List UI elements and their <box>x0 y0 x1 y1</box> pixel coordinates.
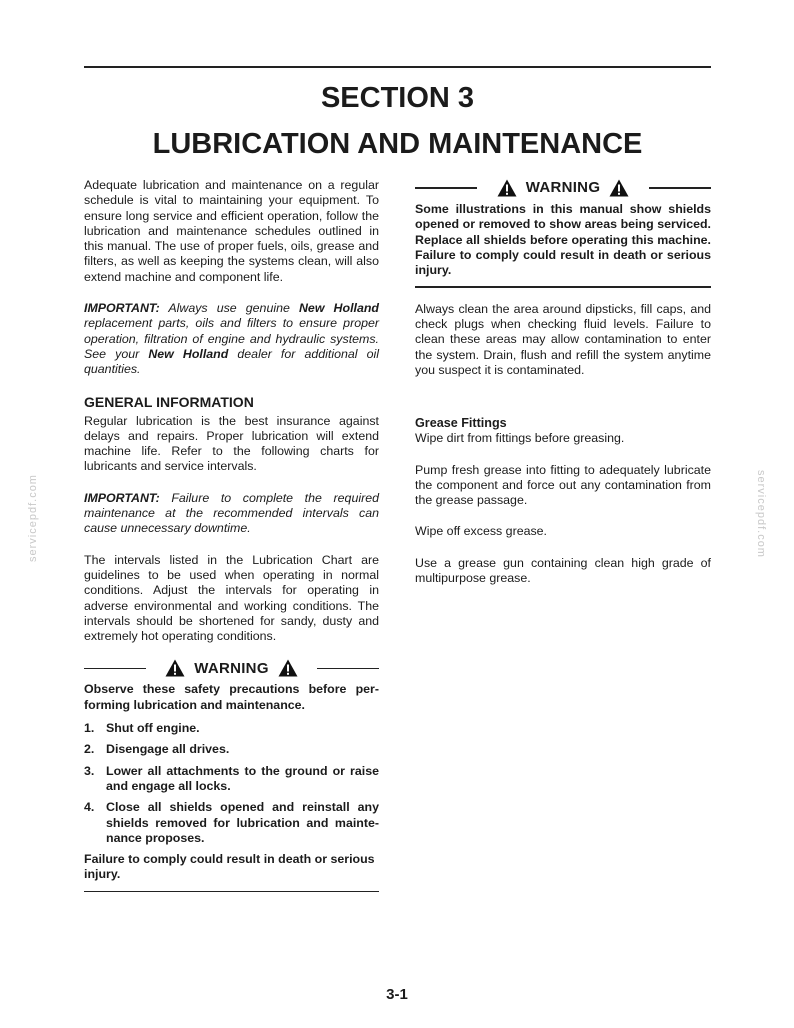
warning-header <box>84 658 379 678</box>
section-subtitle: LUBRICATION AND MAINTENANCE <box>152 128 643 160</box>
section-title: SECTION 3 <box>320 82 475 114</box>
warning-bottom-rule <box>84 891 379 892</box>
title-block <box>84 76 711 166</box>
warning-rule <box>649 187 711 188</box>
warning-triangle-icon <box>609 179 629 197</box>
brand-name: New Holland <box>298 301 379 316</box>
grease-paragraph: Pump fresh grease into fitting to adequately lubricate the component and force out any contamination from the grease passage. <box>415 462 711 508</box>
warning-box-left <box>84 658 379 892</box>
important-text: dealer for additional oil quantities. <box>84 346 379 377</box>
warning-intro: Observe these safety precautions before per-forming lubrication and maintenance. <box>84 682 379 712</box>
warning-label: WARNING <box>525 179 601 197</box>
warning-text: Some illustrations in this manual show shields opened or removed to show areas being serviced. Replace all shields before operating this machine. Failure to comply could result in death or serious injury. <box>415 202 711 278</box>
important-text: replacement parts, oils and filters to ensure proper operation, filtration of engine and hydraulic systems. See your <box>84 316 379 361</box>
general-info-heading: GENERAL INFORMATION <box>84 393 254 410</box>
warning-rule <box>84 668 146 669</box>
list-item: 3. Lower all attachments to the ground or raise and engage all locks. <box>84 763 379 793</box>
list-item: 4. Close all shields opened and reinstall any shields removed for lubrication and mainte-nance proposes. <box>84 800 379 845</box>
grease-paragraph: Wipe dirt from fittings before greasing. <box>415 431 625 446</box>
list-item: 2. Disengage all drives. <box>84 742 230 757</box>
warning-box-right <box>415 178 711 288</box>
intervals-paragraph: The intervals listed in the Lubrication Chart are guidelines to be used when operating in normal conditions. Adjust the intervals for operating in adverse environmental and working conditions. The intervals should be shortened for sandy, dusty and extremely hot operating conditions. <box>84 552 379 644</box>
brand-name: New Holland <box>148 346 229 361</box>
warning-triangle-icon <box>497 179 517 197</box>
list-item: 1. Shut off engine. <box>84 721 200 736</box>
grease-fittings-heading: Grease Fittings <box>415 416 507 431</box>
grease-paragraph: Use a grease gun containing clean high grade of multipurpose grease. <box>415 555 711 586</box>
important-label: IMPORTANT: <box>84 490 160 505</box>
warning-rule <box>415 187 477 188</box>
important-label: IMPORTANT: <box>84 301 160 316</box>
watermark: servicepdf.com <box>27 474 39 562</box>
intro-paragraph: Adequate lubrication and maintenance on a regular schedule is vital to maintaining your equipment. To ensure long service and efficient operation, follow the lubrication and maintenance schedules outlined in this manual. The use of proper fuels, oils, grease and filters, as well as keeping the systems clean, will also extend machine and component life. <box>84 178 379 284</box>
warning-label: WARNING <box>194 659 269 677</box>
important-note-downtime <box>84 491 379 537</box>
general-info-paragraph: Regular lubrication is the best insurance against delays and repairs. Proper lubrication will extend machine life. Refer to the following charts for lubricants and service intervals. <box>84 413 379 474</box>
right-column <box>415 178 711 586</box>
top-rule <box>84 66 711 68</box>
warning-triangle-icon <box>278 659 298 677</box>
page-number: 3-1 <box>386 986 408 1003</box>
warning-rule <box>317 668 379 669</box>
important-text: Always use genuine <box>159 301 299 316</box>
important-text: Failure to complete the required maintenance at the recommended intervals can cause unnecessary downtime. <box>84 490 379 536</box>
warning-header <box>415 178 711 198</box>
safety-steps-list <box>84 721 379 846</box>
warning-bottom-rule <box>415 286 711 287</box>
left-column <box>84 178 379 892</box>
grease-paragraph: Wipe off excess grease. <box>415 524 548 539</box>
warning-footer: Failure to comply could result in death or serious injury. <box>84 852 375 882</box>
watermark: servicepdf.com <box>755 470 767 558</box>
clean-area-paragraph: Always clean the area around dipsticks, fill caps, and check plugs when checking fluid levels. Failure to clean these areas may allow contamination to enter the system. Drain, flush and refill the system anytime you suspect it is contaminated. <box>415 301 711 377</box>
warning-triangle-icon <box>165 659 185 677</box>
important-note-parts <box>84 301 379 377</box>
